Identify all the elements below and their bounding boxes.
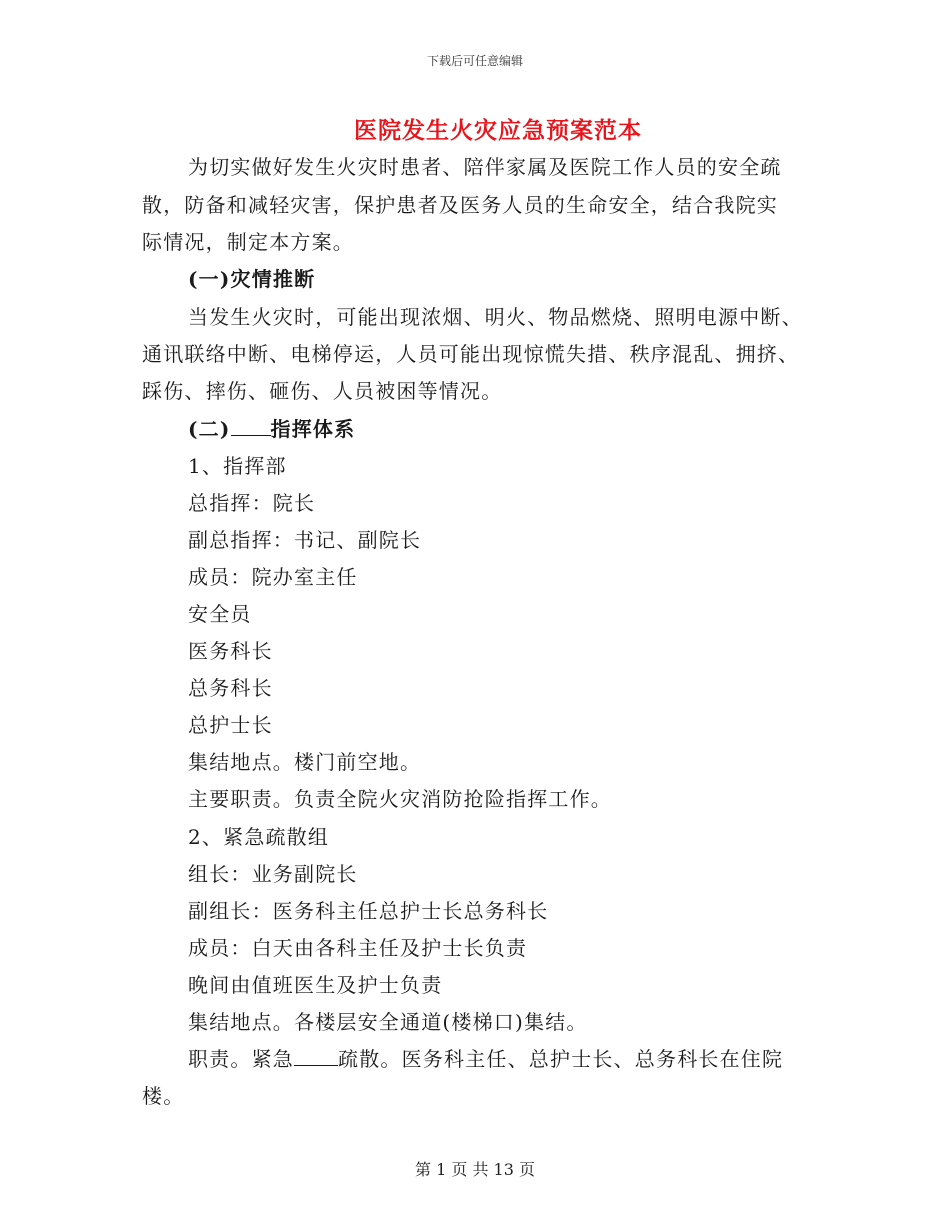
command-title: 1、指挥部 [188,454,287,478]
evac-deputy: 副组长：医务科主任总护士长总务科长 [188,899,549,923]
intro-line-2: 散，防备和减轻灾害，保护患者及医务人员的生命安全，结合我院实 [142,193,778,217]
page-footer: 第 1 页 共 13 页 [415,1160,535,1179]
heading-blank [231,415,271,436]
command-duty: 主要职责。负责全院火灾消防抢险指挥工作。 [188,787,612,811]
command-member-3: 总务科长 [188,676,273,700]
evac-duty [188,1045,783,1073]
command-member-1: 安全员 [188,602,252,626]
command-member-2: 医务科长 [188,639,273,663]
section1-line-3: 踩伤、摔伤、砸伤、人员被困等情况。 [142,379,503,403]
evac-members: 成员：白天由各科主任及护士长负责 [188,936,528,960]
evac-duty-end: 楼。 [142,1084,185,1108]
command-member-4: 总护士长 [188,713,273,737]
evac-leader: 组长：业务副院长 [188,862,358,886]
evac-duty-suffix: 疏散。医务科主任、总护士长、总务科长在住院 [338,1047,784,1071]
evac-night: 晚间由值班医生及护士负责 [188,973,443,997]
command-deputy: 副总指挥：书记、副院长 [188,528,422,552]
command-assembly: 集结地点。楼门前空地。 [188,750,422,774]
section1-line-1: 当发生火灾时，可能出现浓烟、明火、物品燃烧、照明电源中断、 [188,305,803,329]
section1-heading: (一)灾情推断 [188,267,316,291]
evac-duty-prefix: 职责。紧急 [188,1047,294,1071]
evac-title: 2、紧急疏散组 [188,825,330,849]
intro-line-3: 际情况，制定本方案。 [142,230,354,254]
evac-assembly: 集结地点。各楼层安全通道(楼梯口)集结。 [188,1010,588,1034]
document-title: 医院发生火灾应急预案范本 [354,117,642,144]
section2-heading-suffix: 指挥体系 [270,417,356,441]
section1-line-2: 通讯联络中断、电梯停运，人员可能出现惊慌失措、秩序混乱、拥挤、 [142,342,800,366]
duty-blank [294,1045,338,1066]
intro-line-1: 为切实做好发生火灾时患者、陪伴家属及医院工作人员的安全疏 [188,155,782,179]
section2-heading [188,415,355,443]
command-members: 成员：院办室主任 [188,565,358,589]
command-chief: 总指挥：院长 [188,491,316,515]
header-note: 下载后可任意编辑 [426,54,523,68]
section2-heading-prefix: (二) [188,417,231,441]
